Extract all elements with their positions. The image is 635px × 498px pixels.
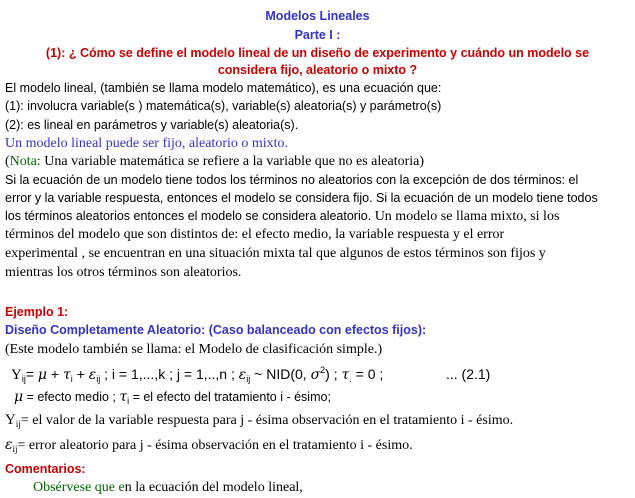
- mu-def-symbol: μ: [14, 389, 24, 405]
- list-item-2: (2): es lineal en parámetros y variable(s) aleatoria(s).: [5, 118, 299, 132]
- eq-plus-2: +: [72, 366, 89, 382]
- question-line-1: (1): ¿ Cómo se define el modelo lineal de un diseño de experimento y cuándo un modelo se: [45, 46, 590, 60]
- comments-line-1a: Obsérvese que e: [33, 480, 125, 495]
- eq-sigma-symbol: σ: [310, 367, 321, 383]
- note: [5, 154, 631, 170]
- example-heading: Ejemplo 1:: [5, 305, 69, 319]
- eq-distribution: ~ NID(0,: [250, 366, 311, 382]
- intro-text: El modelo lineal, (también se llama modelo matemático), es una ecuación que:: [5, 81, 442, 95]
- eq-constraint: = 0 ;: [351, 366, 384, 382]
- eq-tau-subscript: i: [70, 374, 73, 384]
- eq-response-subscript: ij: [21, 374, 26, 384]
- eq-equals: =: [25, 366, 38, 382]
- eq-close: ) ;: [325, 366, 342, 382]
- paragraph-line-5: experimental , se encuentran en una situación mixta tal que algunos de estos términos son fijos y: [5, 246, 546, 261]
- tau-def-symbol: τ: [119, 389, 128, 405]
- eq-plus-1: +: [47, 366, 63, 382]
- y-definition-line: [5, 412, 513, 429]
- paragraph-line-3: [5, 209, 631, 225]
- eq-epsilon-subscript-2: ij: [246, 374, 251, 384]
- paragraph-line-2: error y la variable respuesta, entonces el modelo se considera fijo. Si la ecuación de un modelo tiene todos: [5, 191, 598, 205]
- paragraph-line-3a: los términos aleatorios entonces el modelo se considera aleatorio.: [5, 209, 372, 223]
- also-called-text: (Este modelo también se llama: el Modelo de clasificación simple.): [5, 342, 383, 357]
- paragraph-line-4: términos del modelo que son distintos de: el efecto medio, la variable respuesta y el error: [5, 227, 505, 242]
- eq-response-symbol: Y: [11, 367, 22, 383]
- y-definition: = el valor de la variable respuesta para j - ésima observación en el tratamiento i - ésimo.: [20, 413, 514, 428]
- note-text: Una variable matemática se refiere a la variable que no es aleatoria): [40, 154, 425, 169]
- eq-mu-symbol: μ: [37, 367, 48, 383]
- y-def-subscript: ij: [15, 419, 21, 429]
- mu-definition: = efecto medio ;: [23, 390, 120, 404]
- model-equation: [11, 365, 383, 384]
- eq-tau-dot: .: [349, 374, 352, 384]
- e-definition: = error aleatorio para j - ésima observación en el tratamiento i - ésimo.: [17, 438, 413, 453]
- note-open-paren: (: [5, 154, 10, 169]
- e-def-subscript: ij: [12, 444, 18, 454]
- comments-line-1b: n la ecuación del modelo lineal,: [124, 480, 303, 495]
- y-def-symbol: Y: [5, 412, 16, 428]
- comments-heading: Comentarios:: [5, 462, 86, 476]
- design-heading: Diseño Completamente Aleatorio: (Caso balanceado con efectos fijos):: [5, 323, 427, 337]
- mu-tau-definitions: [14, 389, 331, 406]
- eq-epsilon-symbol-2: ε: [238, 367, 247, 383]
- epsilon-definition-line: [5, 437, 413, 454]
- comments-line-1: [33, 480, 303, 496]
- eq-epsilon-symbol: ε: [88, 367, 97, 383]
- part-heading: Parte I :: [294, 28, 341, 42]
- model-types-sentence: Un modelo lineal puede ser fijo, aleatorio o mixto.: [5, 136, 289, 151]
- eq-tau-symbol-2: τ: [341, 367, 350, 383]
- e-def-symbol: ε: [5, 437, 13, 453]
- paragraph-line-6: mientras los otros términos son aleatorios.: [5, 265, 242, 280]
- paragraph-line-3b: Un modelo se llama mixto, si los: [371, 209, 560, 224]
- tau-def-subscript: i: [127, 396, 130, 406]
- list-item-1: (1): involucra variable(s ) matemática(s), variable(s) aleatoria(s) y parámetro(s): [5, 99, 442, 113]
- tau-definition: = el efecto del tratamiento i - ésimo;: [129, 390, 331, 404]
- equation-number: ... (2.1): [446, 366, 491, 382]
- eq-sigma-exponent: 2: [320, 365, 326, 375]
- paragraph-line-1: Si la ecuación de un modelo tiene todos los términos no aleatorios con la excepción de dos términos: el: [5, 173, 579, 187]
- eq-tau-symbol: τ: [63, 367, 71, 383]
- document-title: Modelos Lineales: [265, 9, 370, 23]
- question-line-2: considera fijo, aleatorio o mixto ?: [217, 63, 418, 77]
- eq-index-ranges: ; i = 1,...,k ; j = 1,..,n ;: [100, 366, 239, 382]
- note-label: Nota:: [9, 154, 41, 169]
- eq-epsilon-subscript: ij: [96, 374, 101, 384]
